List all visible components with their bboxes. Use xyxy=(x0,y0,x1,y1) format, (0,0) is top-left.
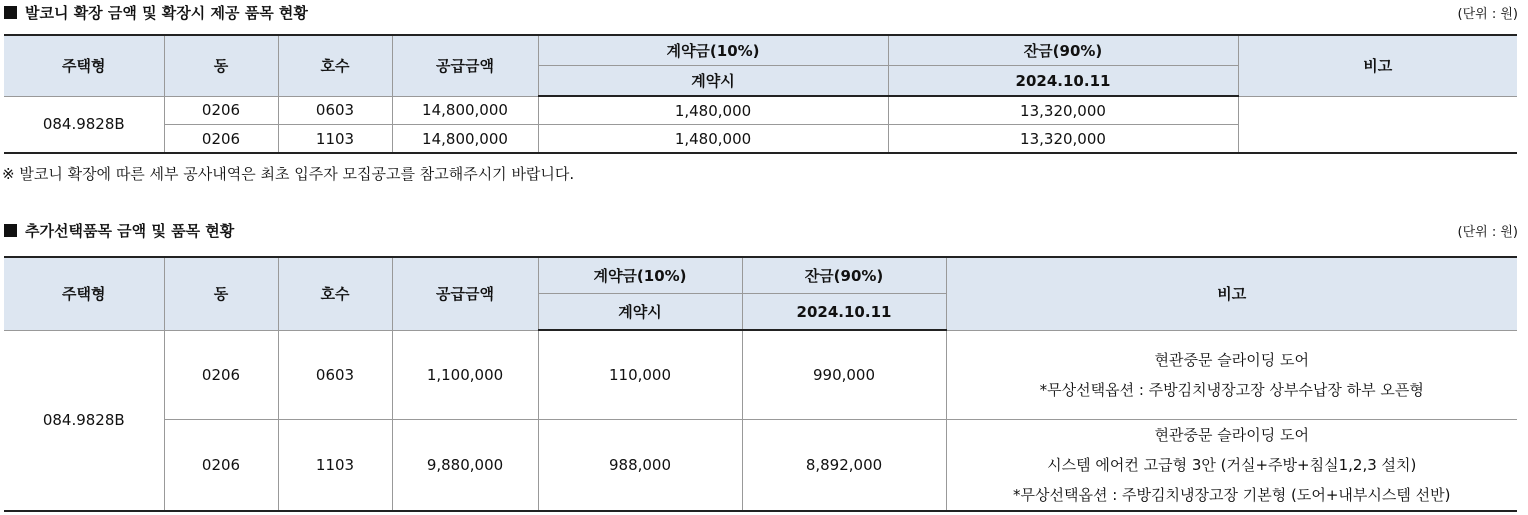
header-remark: 비고 xyxy=(946,257,1517,330)
cell-balance: 13,320,000 xyxy=(888,125,1238,154)
cell-price: 14,800,000 xyxy=(392,96,538,125)
cell-remark xyxy=(1238,96,1517,153)
header-balance: 잔금(90%) xyxy=(742,257,946,294)
remark-line: *무상선택옵션 : 주방김치냉장고장 상부수납장 하부 오픈형 xyxy=(1039,380,1424,399)
section1-unit: (단위 : 원) xyxy=(1457,6,1518,22)
cell-contract: 110,000 xyxy=(538,330,742,420)
cell-price: 9,880,000 xyxy=(392,420,538,512)
header-dong: 동 xyxy=(164,35,278,96)
cell-dong: 0206 xyxy=(164,96,278,125)
cell-price: 1,100,000 xyxy=(392,330,538,420)
section1-title xyxy=(4,1,308,23)
cell-balance: 990,000 xyxy=(742,330,946,420)
cell-type: 084.9828B xyxy=(4,96,164,153)
cell-contract: 988,000 xyxy=(538,420,742,512)
cell-contract: 1,480,000 xyxy=(538,96,888,125)
table-row xyxy=(4,96,1517,125)
header-ho: 호수 xyxy=(278,35,392,96)
table-row xyxy=(4,420,1517,512)
cell-remark xyxy=(946,330,1517,420)
header-ho: 호수 xyxy=(278,257,392,330)
table-row xyxy=(4,330,1517,420)
option-price-table xyxy=(4,256,1517,512)
header-type: 주택형 xyxy=(4,257,164,330)
cell-remark xyxy=(946,420,1517,512)
section1-title-text: 발코니 확장 금액 및 확장시 제공 품목 현황 xyxy=(25,3,308,22)
remark-line: 시스템 에어컨 고급형 3안 (거실+주방+침실1,2,3 설치) xyxy=(1047,456,1417,474)
header-contract-sub: 계약시 xyxy=(538,66,888,97)
header-remark: 비고 xyxy=(1238,35,1517,96)
cell-balance: 8,892,000 xyxy=(742,420,946,512)
square-bullet-icon xyxy=(4,6,17,19)
header-type: 주택형 xyxy=(4,35,164,96)
remark-line: 현관중문 슬라이딩 도어 xyxy=(1154,350,1309,369)
remark-line: *무상선택옵션 : 주방김치냉장고장 기본형 (도어+내부시스템 선반) xyxy=(1013,486,1451,504)
header-balance-sub: 2024.10.11 xyxy=(888,66,1238,97)
header-contract: 계약금(10%) xyxy=(538,257,742,294)
cell-dong: 0206 xyxy=(164,330,278,420)
balcony-note: ※ 발코니 확장에 따른 세부 공사내역은 최초 입주자 모집공고를 참고해주시기 바랍니다. xyxy=(2,164,575,183)
section2-title-text: 추가선택품목 금액 및 품목 현황 xyxy=(25,221,235,240)
header-price: 공급금액 xyxy=(392,257,538,330)
header-dong: 동 xyxy=(164,257,278,330)
cell-contract: 1,480,000 xyxy=(538,125,888,154)
cell-dong: 0206 xyxy=(164,420,278,512)
cell-ho: 1103 xyxy=(278,125,392,154)
cell-ho: 1103 xyxy=(278,420,392,512)
section2-title xyxy=(4,219,234,241)
balcony-price-table xyxy=(4,34,1517,154)
header-contract-sub: 계약시 xyxy=(538,294,742,331)
section2-unit: (단위 : 원) xyxy=(1457,224,1518,240)
cell-ho: 0603 xyxy=(278,330,392,420)
square-bullet-icon xyxy=(4,224,17,237)
header-contract: 계약금(10%) xyxy=(538,35,888,66)
cell-type: 084.9828B xyxy=(4,330,164,511)
cell-balance: 13,320,000 xyxy=(888,96,1238,125)
cell-price: 14,800,000 xyxy=(392,125,538,154)
cell-ho: 0603 xyxy=(278,96,392,125)
remark-line: 현관중문 슬라이딩 도어 xyxy=(1154,426,1309,444)
header-price: 공급금액 xyxy=(392,35,538,96)
header-balance: 잔금(90%) xyxy=(888,35,1238,66)
header-balance-sub: 2024.10.11 xyxy=(742,294,946,331)
cell-dong: 0206 xyxy=(164,125,278,154)
